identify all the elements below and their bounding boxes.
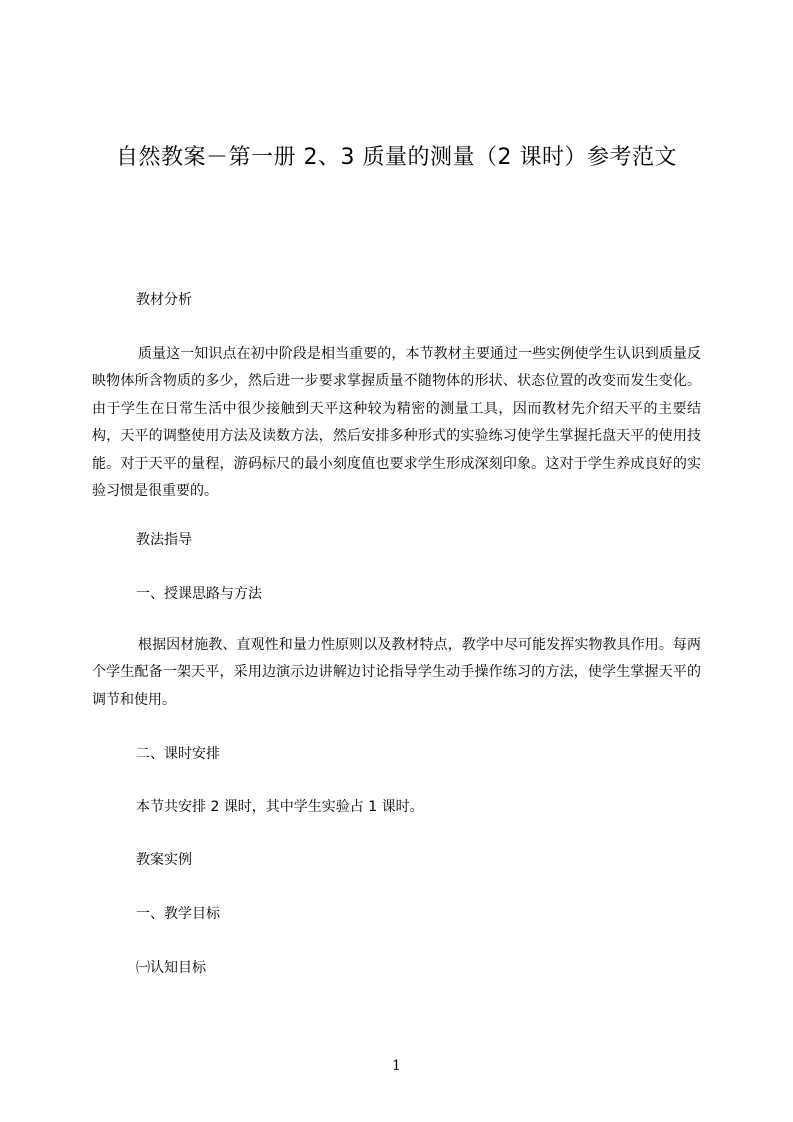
paragraph-lesson-schedule: 本节共安排 2 课时，其中学生实验占 1 课时。 bbox=[136, 799, 424, 815]
section-heading-lesson-example: 教案实例 bbox=[136, 852, 192, 868]
paragraph-textbook-analysis: 质量这一知识点在初中阶段是相当重要的，本节教材主要通过一些实例使学生认识到质量反映物体所含物质的多少，然后进一步要求掌握质量不随物体的形状、状态位置的改变而发生变化。由于学生在日常生活中很少接触到天平这种较为精密的测量工具，因而教材先介绍天平的主要结构，天平的调整使用方法及读数方法，然后安排多种形式的实验练习使学生掌握托盘天平的使用技能。对于天平的量程，游码标尺的最小刻度值也要求学生形成深刻印象。这对于学生养成良好的实验习惯是很重要的。 bbox=[92, 346, 701, 500]
subheading-teaching-objectives: 一、教学目标 bbox=[136, 906, 220, 922]
page-number: 1 bbox=[392, 1058, 401, 1074]
section-heading-textbook-analysis: 教材分析 bbox=[136, 292, 192, 308]
subheading-lesson-schedule: 二、课时安排 bbox=[136, 746, 220, 762]
subheading-approach-and-methods: 一、授课思路与方法 bbox=[136, 586, 262, 602]
document-title: 自然教案－第一册 2、3 质量的测量（2 课时）参考范文 bbox=[116, 145, 677, 170]
subheading-cognitive-objectives: ㈠认知目标 bbox=[136, 960, 206, 976]
paragraph-approach-and-methods: 根据因材施教、直观性和量力性原则以及教材特点，教学中尽可能发挥实物教具作用。每两个学生配备一架天平，采用边演示边讲解边讨论指导学生动手操作练习的方法，使学生掌握天平的调节和使用。 bbox=[92, 637, 701, 708]
section-heading-teaching-guidance: 教法指导 bbox=[136, 532, 192, 548]
